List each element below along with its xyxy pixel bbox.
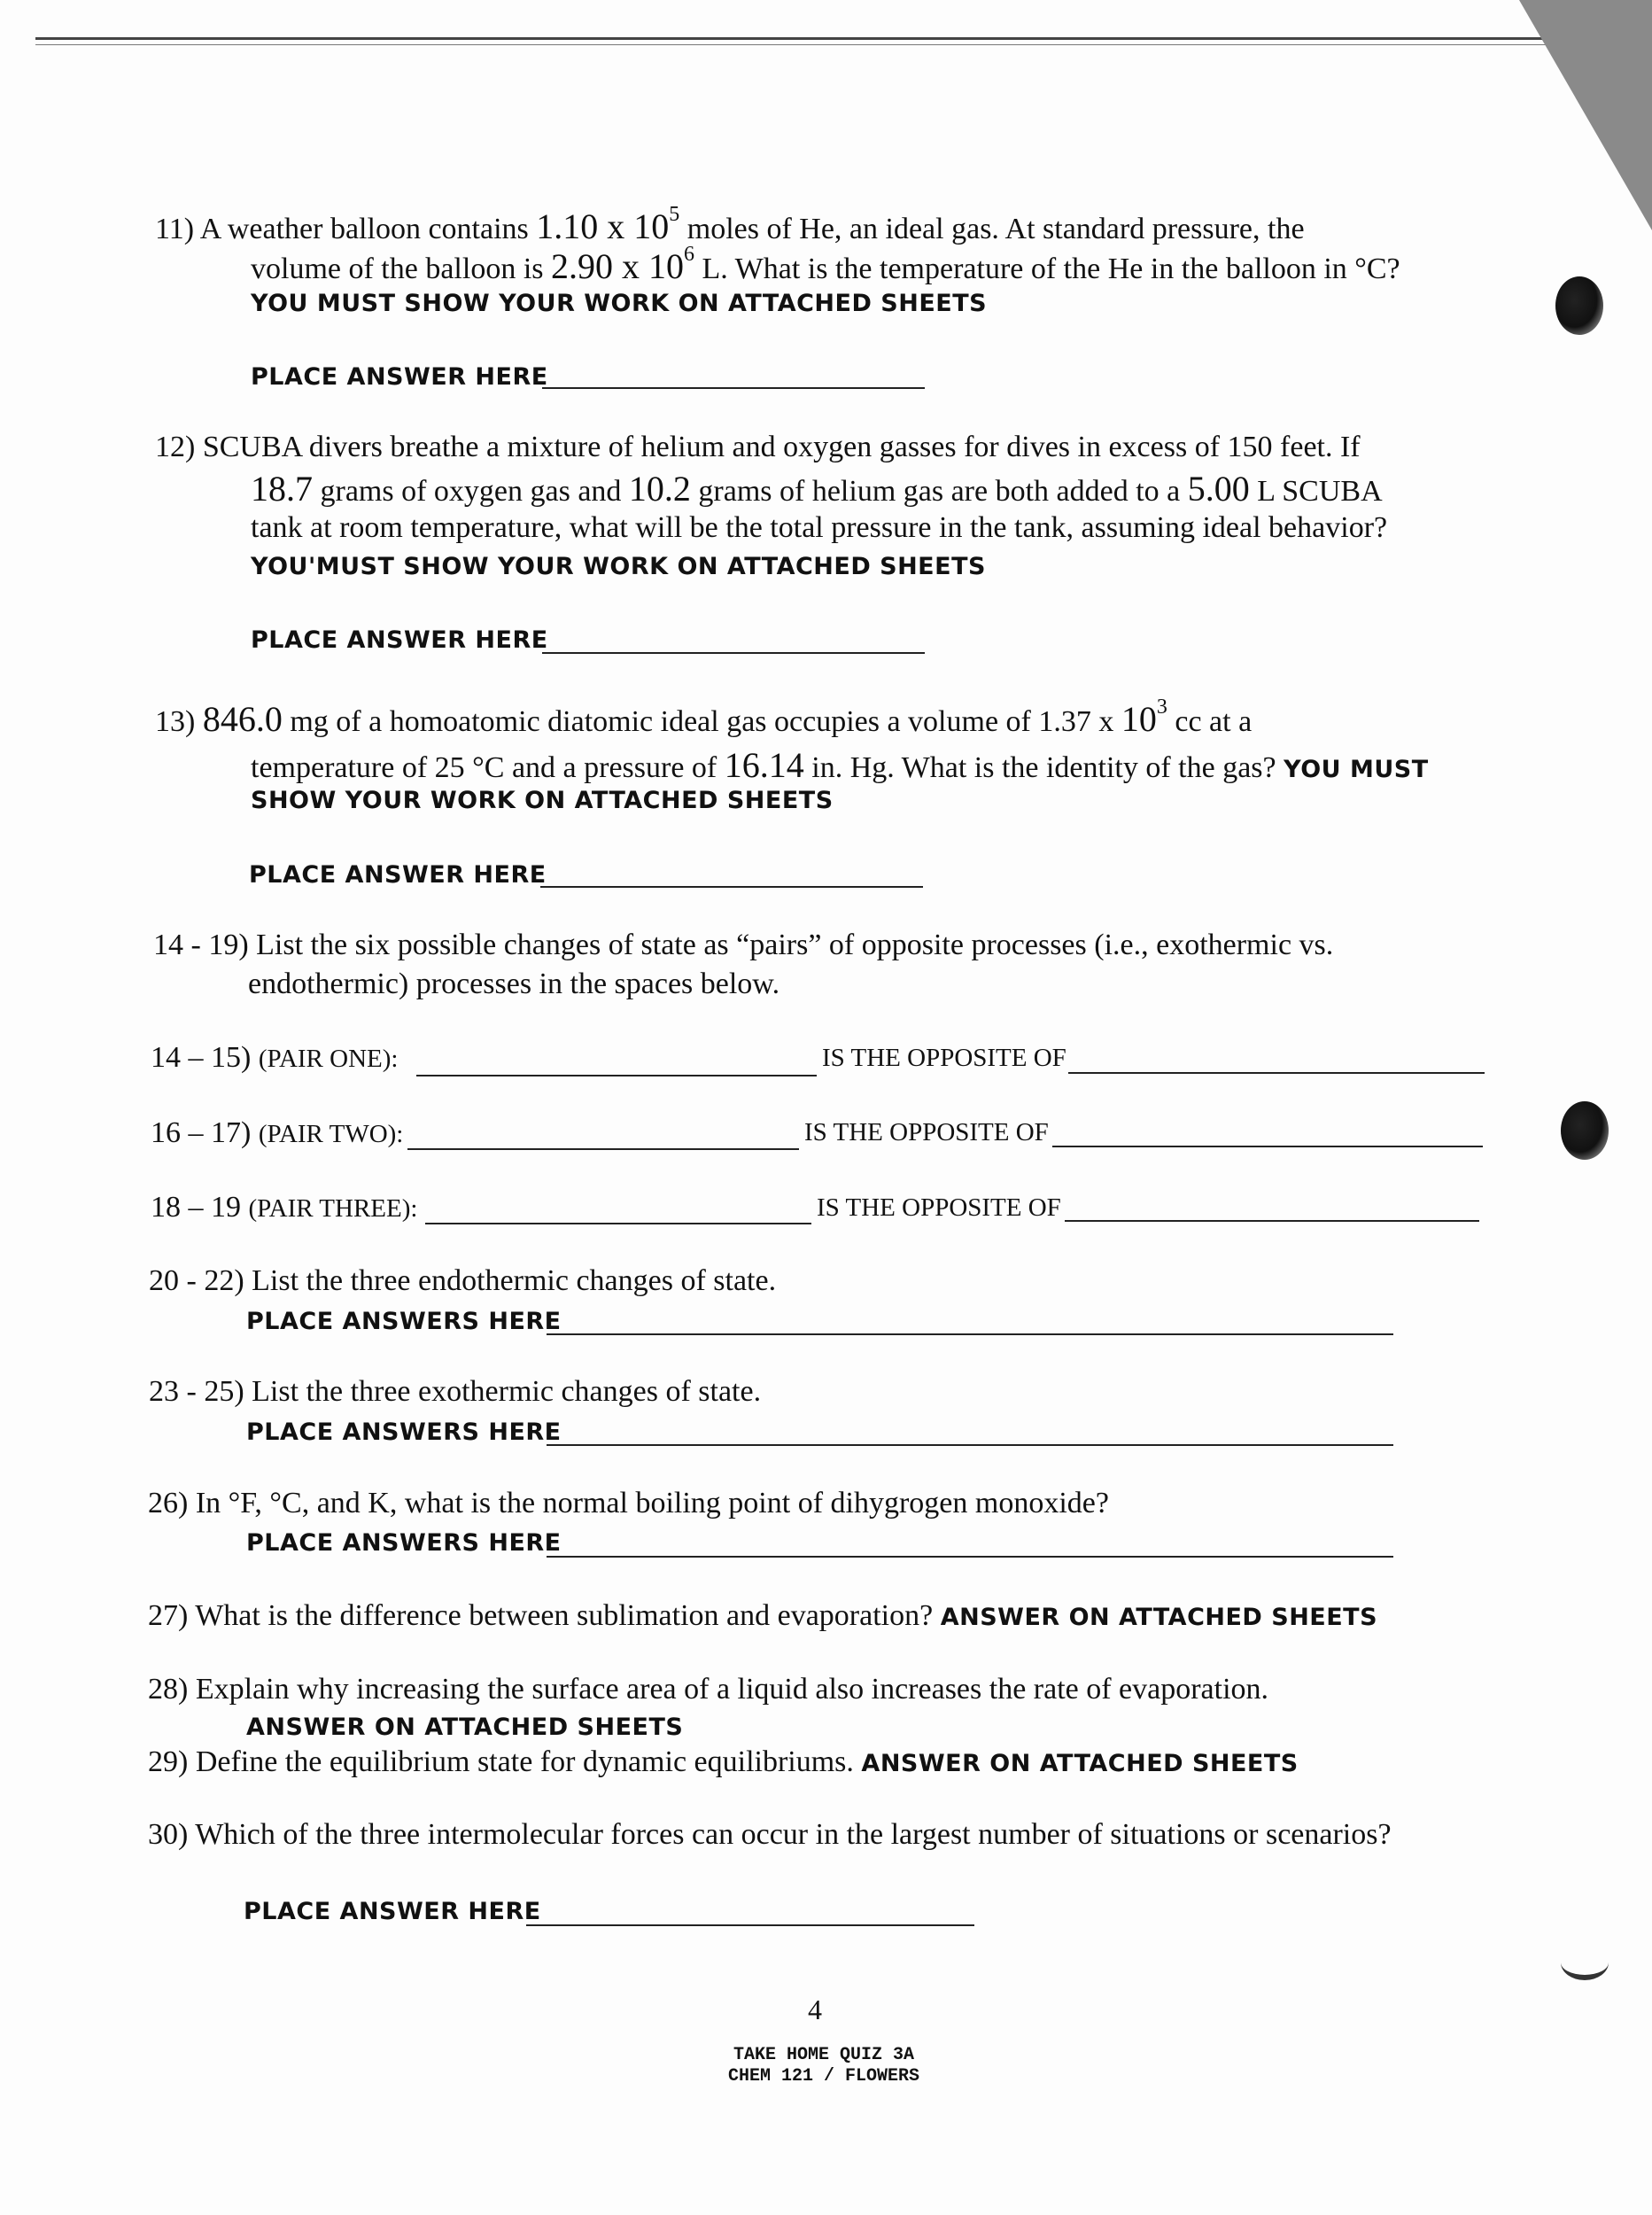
pair-one-first-blank[interactable]	[416, 1075, 817, 1076]
question-13-answer-line[interactable]	[540, 886, 923, 888]
pair-three-first-blank[interactable]	[425, 1223, 811, 1224]
question-13-line-2: temperature of 25 °C and a pressure of 16.14 in. Hg. What is the identity of the gas? YOU MUST	[251, 745, 1429, 785]
question-13-answer-label: PLACE ANSWER HERE	[249, 861, 547, 889]
page-number: 4	[808, 1994, 822, 2025]
question-12-answer-line[interactable]	[542, 652, 925, 654]
question-11-line-2: volume of the balloon is 2.90 x $10^6$ L. What is the temperature of the He in the balloon in °C?	[251, 243, 1400, 286]
question-11-answer-line[interactable]	[542, 387, 925, 389]
binder-hole	[1561, 1101, 1609, 1160]
binder-hole	[1555, 276, 1603, 335]
question-11-line-1: 11) A weather balloon contains 1.10 x $10^5$ moles of He, an ideal gas. At standard pressure, the	[155, 203, 1305, 246]
footer-quiz-title: TAKE HOME QUIZ 3A	[733, 2045, 915, 2065]
question-13-line-1: 13) 846.0 mg of a homoatomic diatomic ideal gas occupies a volume of 1.37 x $10^3$ cc at a	[155, 696, 1253, 739]
question-26-answer-label: PLACE ANSWERS HERE	[246, 1529, 562, 1557]
question-12-line-2: 18.7 grams of oxygen gas and 10.2 grams of helium gas are both added to a 5.00 L SCUBA	[251, 469, 1383, 509]
pair-three-opposite-label: IS THE OPPOSITE OF	[817, 1193, 1061, 1222]
question-12-line-1: 12) SCUBA divers breathe a mixture of helium and oxygen gasses for dives in excess of 150 feet. If	[155, 431, 1361, 463]
pair-one-opposite-label: IS THE OPPOSITE OF	[822, 1044, 1066, 1072]
pair-two-row: 16 – 17) (PAIR TWO):	[151, 1116, 404, 1149]
question-13-instruction: SHOW YOUR WORK ON ATTACHED SHEETS	[251, 787, 834, 814]
question-20-22-answer-line[interactable]	[547, 1333, 1393, 1335]
question-12-instruction: YOU'MUST SHOW YOUR WORK ON ATTACHED SHEETS	[251, 553, 986, 580]
pair-one-row: 14 – 15) (PAIR ONE):	[151, 1041, 399, 1074]
question-23-25-text: 23 - 25) List the three exothermic changes of state.	[149, 1375, 762, 1408]
question-23-25-answer-label: PLACE ANSWERS HERE	[246, 1418, 562, 1446]
question-20-22-text: 20 - 22) List the three endothermic changes of state.	[149, 1264, 777, 1297]
pair-three-second-blank[interactable]	[1065, 1220, 1479, 1222]
pair-two-opposite-label: IS THE OPPOSITE OF	[804, 1118, 1049, 1146]
question-27-line: 27) What is the difference between sublimation and evaporation? ANSWER ON ATTACHED SHEETS	[148, 1599, 1378, 1632]
question-20-22-answer-label: PLACE ANSWERS HERE	[246, 1308, 562, 1335]
question-11-answer-label: PLACE ANSWER HERE	[251, 363, 548, 391]
binder-hole	[1561, 1945, 1609, 1980]
folded-corner	[1519, 0, 1652, 230]
question-29-line: 29) Define the equilibrium state for dynamic equilibriums. ANSWER ON ATTACHED SHEETS	[148, 1745, 1299, 1778]
question-30-text: 30) Which of the three intermolecular forces can occur in the largest number of situations or scenarios?	[148, 1818, 1392, 1851]
question-11-instruction: YOU MUST SHOW YOUR WORK ON ATTACHED SHEETS	[251, 290, 988, 317]
pair-two-first-blank[interactable]	[407, 1148, 799, 1150]
question-14-19-line-1: 14 - 19) List the six possible changes of state as “pairs” of opposite processes (i.e., exothermic vs.	[153, 929, 1334, 961]
question-30-answer-label: PLACE ANSWER HERE	[244, 1898, 541, 1925]
question-12-answer-label: PLACE ANSWER HERE	[251, 626, 548, 654]
question-23-25-answer-line[interactable]	[547, 1444, 1393, 1446]
question-12-line-3: tank at room temperature, what will be the total pressure in the tank, assuming ideal behavior?	[251, 511, 1388, 544]
question-26-answer-line[interactable]	[547, 1556, 1393, 1558]
footer-course: CHEM 121 / FLOWERS	[727, 2066, 920, 2087]
question-26-text: 26) In °F, °C, and K, what is the normal boiling point of dihygrogen monoxide?	[148, 1487, 1109, 1519]
scan-edge-line	[35, 44, 1555, 45]
pair-one-second-blank[interactable]	[1068, 1072, 1485, 1074]
pair-three-row: 18 – 19 (PAIR THREE):	[151, 1191, 418, 1224]
question-28-instruction: ANSWER ON ATTACHED SHEETS	[246, 1714, 684, 1741]
question-14-19-line-2: endothermic) processes in the spaces below.	[248, 968, 780, 1000]
pair-two-second-blank[interactable]	[1052, 1146, 1483, 1147]
question-28-text: 28) Explain why increasing the surface area of a liquid also increases the rate of evaporation.	[148, 1673, 1269, 1706]
scan-edge-line	[35, 37, 1555, 40]
question-30-answer-line[interactable]	[526, 1924, 974, 1926]
